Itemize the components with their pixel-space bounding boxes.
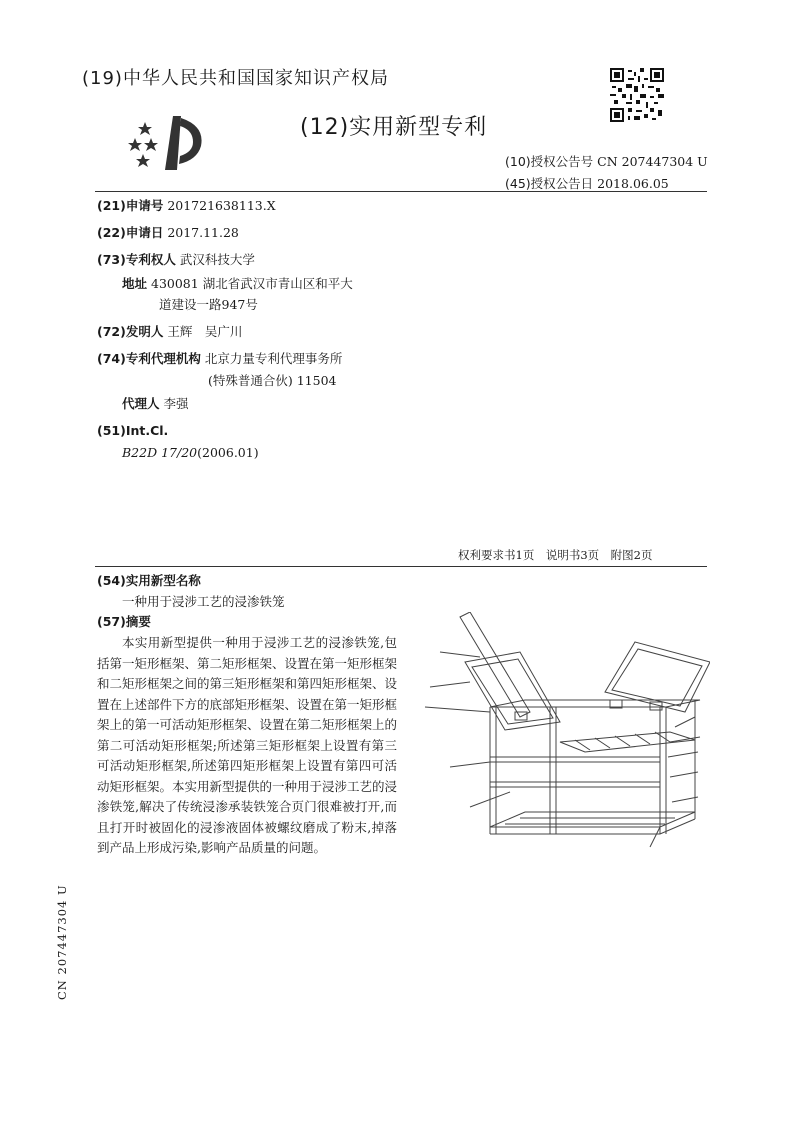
section-divider xyxy=(95,566,707,567)
title-label-text: (54)实用新型名称 xyxy=(97,573,201,588)
patentee: 武汉科技大学 xyxy=(179,252,255,267)
application-number-row xyxy=(97,198,276,214)
int-cl-label xyxy=(97,423,168,439)
title-label xyxy=(97,573,201,589)
cnipa-logo xyxy=(125,108,215,178)
pub-date: 2018.06.05 xyxy=(597,176,669,191)
app-no-label: (21)申请号 xyxy=(97,198,164,213)
int-cl-version: (2006.01) xyxy=(197,445,259,460)
side-publication-number: CN 207447304 U xyxy=(55,884,69,1000)
publication-date-row xyxy=(505,174,669,192)
int-cl-label-text: (51)Int.Cl. xyxy=(97,423,169,438)
address-line2: 道建设一路947号 xyxy=(159,297,258,312)
iron-cage-drawing xyxy=(410,612,710,862)
inventor-row xyxy=(97,324,242,340)
inventor-label: (72)发明人 xyxy=(97,324,164,339)
document-type: (12)实用新型专利 xyxy=(300,115,488,140)
agency-row xyxy=(97,351,342,367)
application-date-row xyxy=(97,225,239,241)
utility-model-title: 一种用于浸涉工艺的浸渗铁笼 xyxy=(122,594,285,609)
abstract-text: 本实用新型提供一种用于浸涉工艺的浸渗铁笼,包括第一矩形框架、第二矩形框架、设置在第一矩形框架和二矩形框架之间的第三矩形框架和第四矩形框架、设置在上述部件下方的底部矩形框架、设置在第一矩形框架上的第一可活动矩形框架、设置在第二矩形框架上的第二可活动矩形框架;所述第三矩形框架上设置有第三可活动矩形框架,所述第四矩形框架上设置有第四可活动矩形框架。本实用新型提供的一种用于浸涉工艺的浸渗铁笼,解决了传统浸渗承装铁笼合页门很难被打开,而且打开时被固化的浸渗液固体被螺纹磨成了粉末,掉落到产品上形成污染,影响产品质量的问题。 xyxy=(97,635,398,855)
inventors: 王辉 吴广川 xyxy=(167,324,243,339)
app-date-label: (22)申请日 xyxy=(97,225,164,240)
agency-label: (74)专利代理机构 xyxy=(97,351,201,366)
address-line1: 430081 湖北省武汉市青山区和平大 xyxy=(151,276,353,291)
int-cl-code: B22D 17/20 xyxy=(122,445,198,460)
pub-no: CN 207447304 U xyxy=(597,154,708,169)
int-cl-row xyxy=(122,445,259,461)
pub-no-label: (10)授权公告号 xyxy=(505,154,594,169)
abstract-label xyxy=(97,614,151,630)
agent-label: 代理人 xyxy=(122,396,160,411)
agency-line2: (特殊普通合伙) 11504 xyxy=(208,373,337,388)
address-label: 地址 xyxy=(122,276,148,291)
app-no: 201721638113.X xyxy=(167,198,276,213)
page-counts: 权利要求书1页 说明书3页 附图2页 xyxy=(458,548,653,562)
address-row xyxy=(122,276,353,292)
publication-number-row xyxy=(505,152,708,170)
agency-line1: 北京力量专利代理事务所 xyxy=(204,351,343,366)
qr-code xyxy=(610,68,664,122)
patentee-label: (73)专利权人 xyxy=(97,252,176,267)
header-divider xyxy=(95,191,707,192)
patentee-row xyxy=(97,252,255,268)
app-date: 2017.11.28 xyxy=(167,225,239,240)
abstract-label-text: (57)摘要 xyxy=(97,614,151,629)
office-name: (19)中华人民共和国国家知识产权局 xyxy=(82,68,389,89)
agent-row xyxy=(122,396,189,412)
agent: 李强 xyxy=(163,396,189,411)
pub-date-label: (45)授权公告日 xyxy=(505,176,594,191)
